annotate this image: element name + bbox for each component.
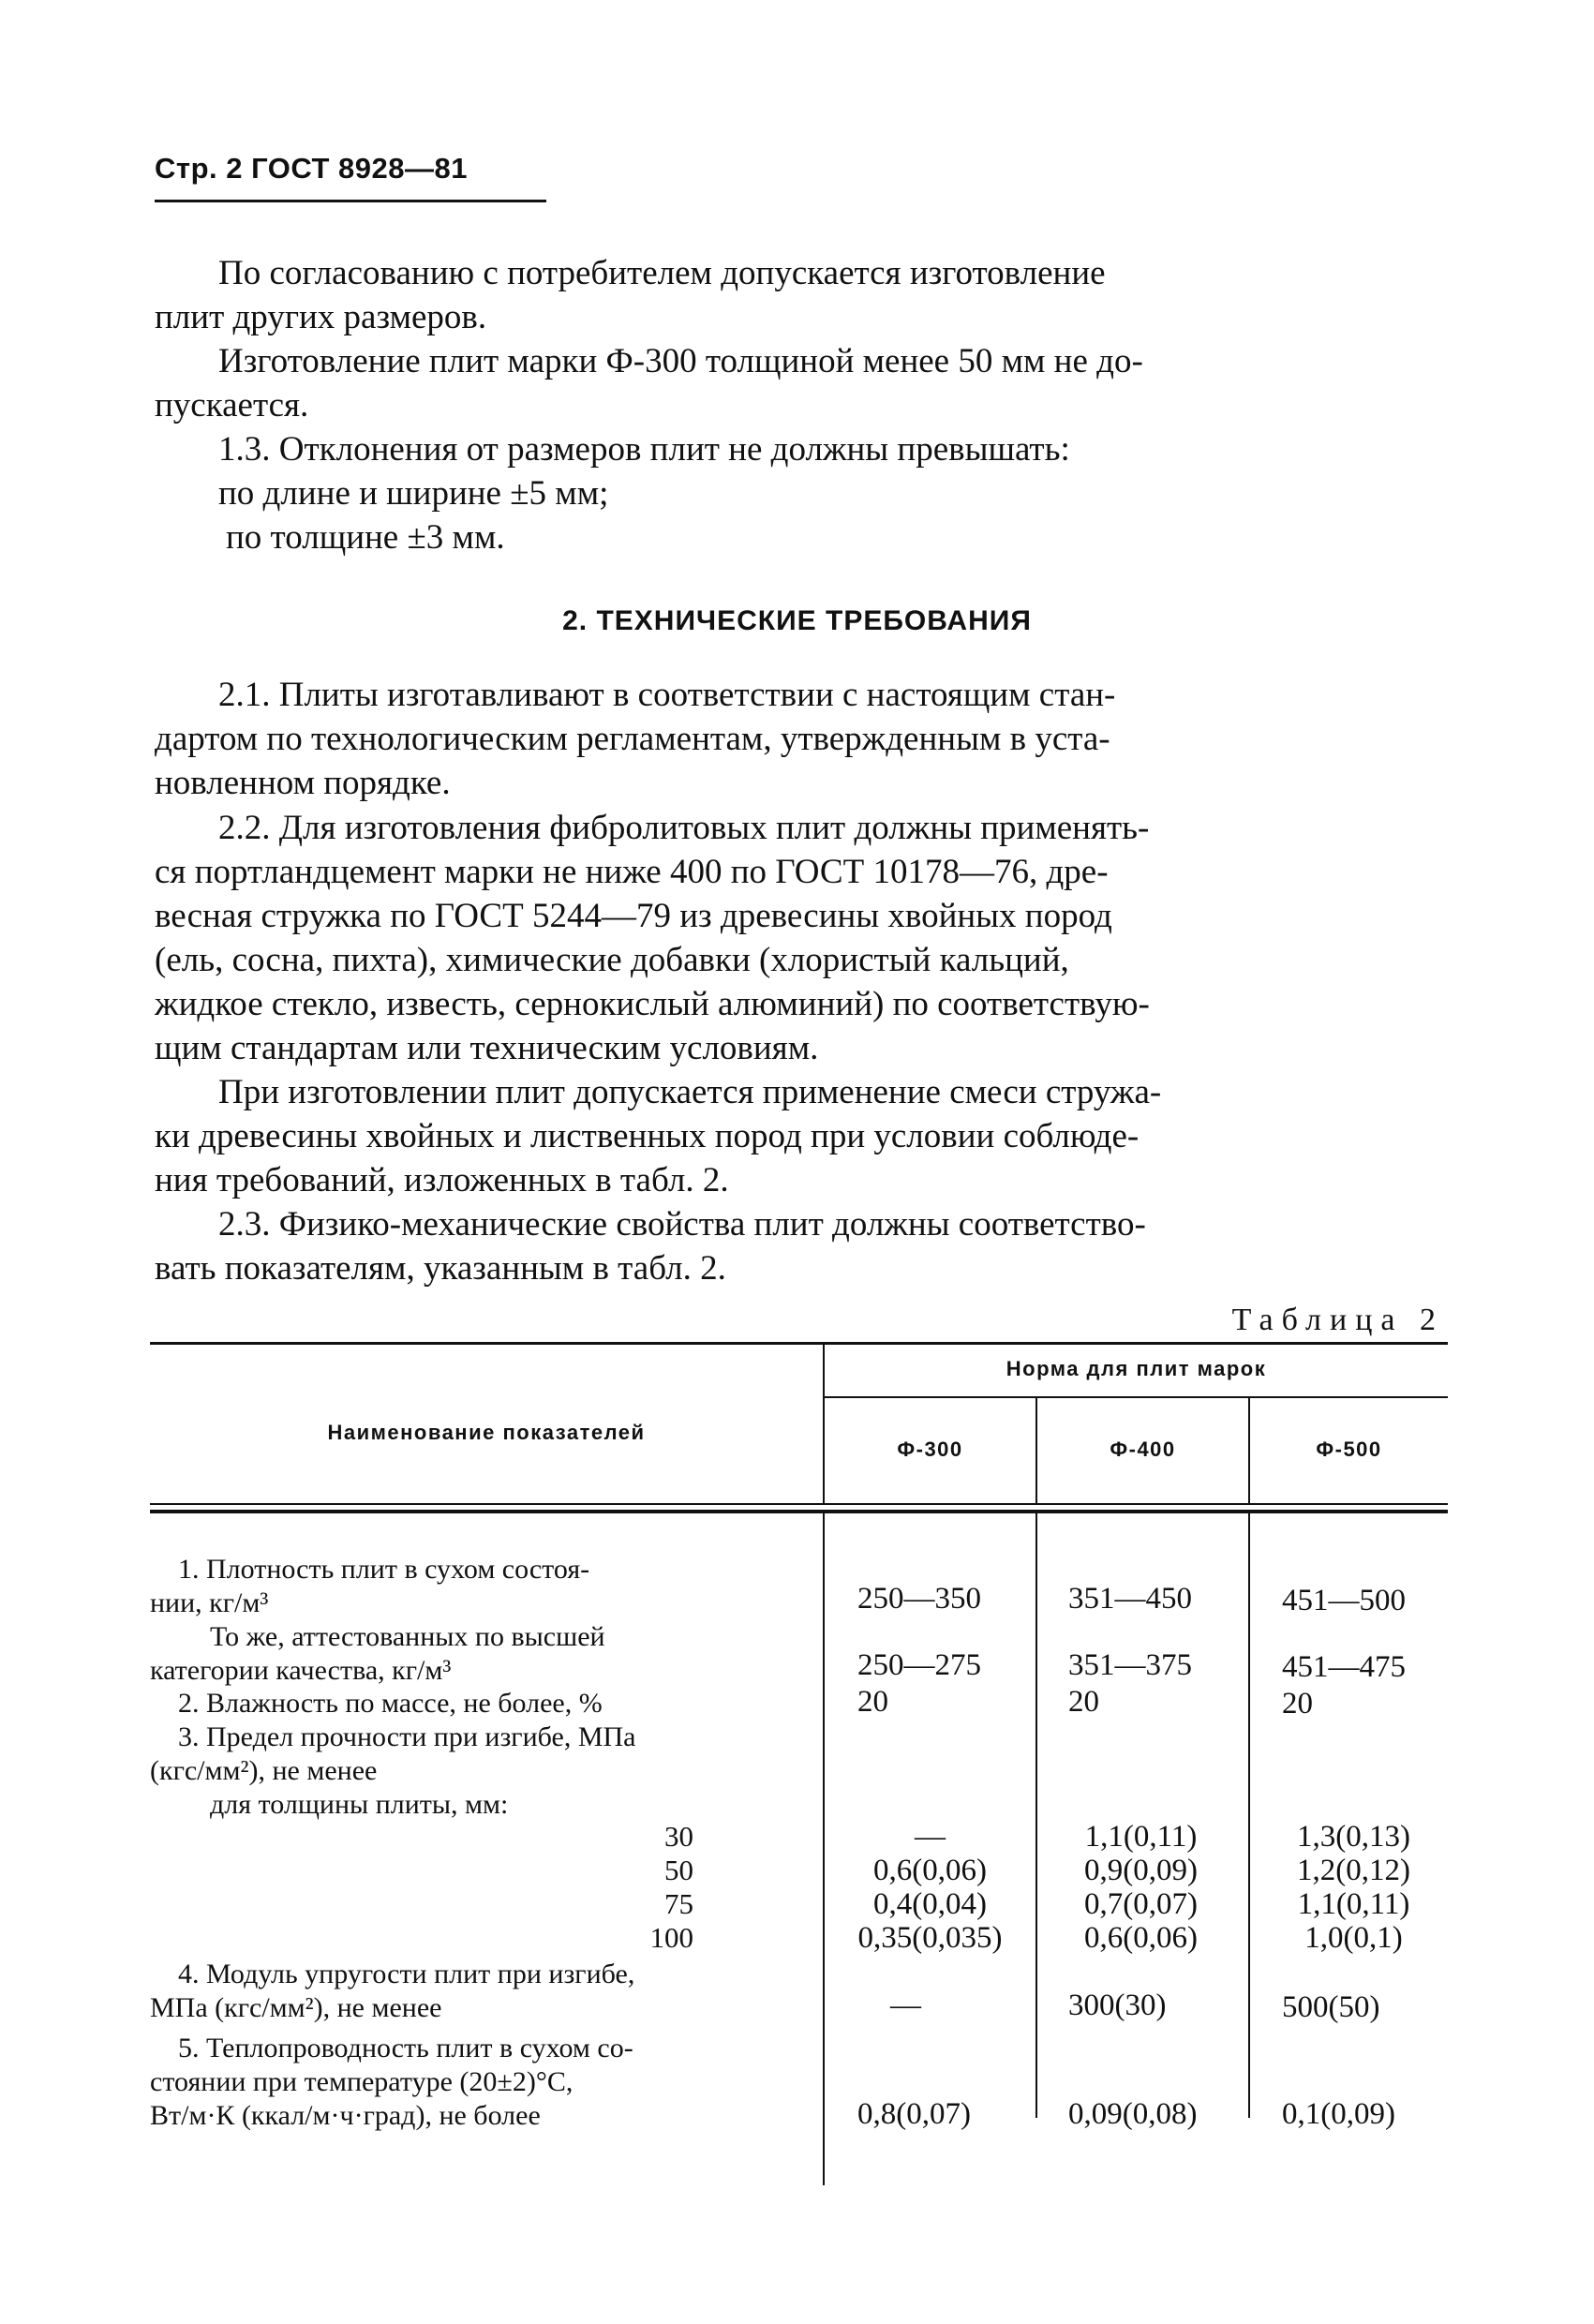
cell-r1-f300: 250—350 (857, 1582, 981, 1616)
column-header-f500: Ф-500 (1316, 1438, 1382, 1461)
text-line: ния требований, изложенных в табл. 2. (155, 1161, 729, 1199)
row-text: категории качества, кг/м³ (150, 1655, 452, 1686)
row-4-name (150, 1958, 792, 2025)
row-text: 3. Предел прочности при изгибе, МПа (178, 1721, 636, 1752)
column-header-f300: Ф-300 (897, 1438, 963, 1461)
text-line: (ель, сосна, пихта), химические добавки (хлористый кальций, (155, 941, 1069, 979)
cell-r4-f500: 500(50) (1282, 1990, 1380, 2024)
text-line: ки древесины хвойных и лиственных пород при условии соблюде- (155, 1117, 1140, 1155)
cell-r3-f400: 0,9(0,09) (1084, 1854, 1198, 1887)
cell-r2-f500: 20 (1282, 1687, 1313, 1721)
cell-r1-f500: 451—500 (1282, 1584, 1406, 1617)
cell-r4-f400: 300(30) (1068, 1989, 1167, 2022)
page-header: Стр. 2 ГОСТ 8928—81 (155, 152, 468, 185)
row-text: (кгс/мм²), не менее (150, 1755, 378, 1786)
table-caption: Таблица 2 (1231, 1303, 1444, 1337)
cell-r5-f500: 0,1(0,09) (1282, 2097, 1395, 2131)
header-rule (155, 200, 546, 202)
table-header-rule (150, 1503, 1448, 1505)
paragraph-2-2-continued (155, 1070, 1448, 1202)
thickness-label: 30 (664, 1820, 693, 1853)
paragraph-2-2 (155, 806, 1448, 1070)
thickness-label: 100 (649, 1921, 693, 1954)
row-text: Вт/м·К (ккал/м·ч·град), не более (150, 2100, 541, 2131)
cell-r1-f400: 351—450 (1068, 1582, 1192, 1616)
cell-r3-f500: 1,0(0,1) (1304, 1921, 1403, 1955)
text-line: весная стружка по ГОСТ 5244—79 из древесины хвойных пород (155, 897, 1112, 935)
text-line: Изготовление плит марки Ф-300 толщиной менее 50 мм не до- (218, 342, 1143, 380)
cell-r3-f400: 1,1(0,11) (1084, 1820, 1198, 1854)
text-line: При изготовлении плит допускается применение смеси стружа- (218, 1073, 1162, 1111)
text-line: жидкое стекло, известь, сернокислый алюминий) по соответствую- (155, 985, 1150, 1023)
table-header-rule-bold (150, 1510, 1448, 1513)
text-line: по длине и ширине ±5 мм; (218, 474, 609, 513)
text-line: По согласованию с потребителем допускается изготовление (218, 254, 1106, 292)
text-line: пускается. (155, 386, 309, 425)
cell-r2-f300: 20 (857, 1685, 888, 1719)
text-line: 2.1. Плиты изготавливают в соответствии с настоящим стан- (218, 676, 1116, 714)
cell-r3-f300: 0,4(0,04) (873, 1887, 987, 1921)
cell-r3-f500: 1,2(0,12) (1297, 1854, 1410, 1887)
row-3-name (150, 1721, 792, 1822)
row-5-name (150, 2032, 792, 2133)
row-text: 4. Модуль упругости плит при изгибе, (178, 1959, 635, 1989)
group-header-rule (823, 1396, 1448, 1398)
cell-r3-f300: — (915, 1820, 946, 1854)
row-2-name: 2. Влажность по массе, не более, % (178, 1688, 603, 1719)
text-line: плит других размеров. (155, 298, 487, 336)
row-text: 5. Теплопроводность плит в сухом со- (178, 2033, 633, 2063)
intro-paragraph-3 (155, 427, 1448, 559)
cell-r3-f300: 0,6(0,06) (873, 1854, 987, 1887)
row-1b-name (150, 1620, 792, 1688)
column-header-f400: Ф-400 (1110, 1438, 1176, 1461)
row-text: для толщины плиты, мм: (210, 1789, 509, 1820)
text-line: по толщине ±3 мм. (226, 518, 505, 557)
intro-paragraph-2 (155, 339, 1448, 427)
cell-r1b-f500: 451—475 (1282, 1650, 1406, 1684)
group-header: Норма для плит марок (1006, 1357, 1267, 1380)
row-text: стоянии при температуре (20±2)°С, (150, 2066, 574, 2097)
text-line: щим стандартам или техническим условиям. (155, 1029, 819, 1067)
row-1-name (150, 1553, 792, 1620)
cell-r2-f400: 20 (1068, 1685, 1099, 1719)
cell-r1b-f300: 250—275 (857, 1648, 981, 1682)
row-text: То же, аттестованных по высшей (210, 1621, 605, 1652)
text-line: вать показателям, указанным в табл. 2. (155, 1249, 726, 1288)
thickness-label: 50 (664, 1854, 693, 1886)
cell-r3-f500: 1,3(0,13) (1297, 1820, 1410, 1854)
row-text: нии, кг/м³ (150, 1587, 269, 1618)
table-vline (823, 1513, 825, 2185)
text-line: ся портландцемент марки не ниже 400 по ГОСТ 10178—76, дре- (155, 853, 1109, 891)
table-vline (1248, 1513, 1250, 2118)
intro-paragraph-1 (155, 251, 1448, 339)
row-text: МПа (кгс/мм²), не менее (150, 1992, 442, 2023)
column-header-name: Наименование показателей (327, 1421, 646, 1444)
section-title: 2. ТЕХНИЧЕСКИЕ ТРЕБОВАНИЯ (562, 605, 1032, 636)
cell-r3-f400: 0,6(0,06) (1084, 1921, 1198, 1955)
paragraph-2-3 (155, 1202, 1448, 1290)
paragraph-2-1 (155, 673, 1448, 805)
cell-r3-f300: 0,35(0,035) (857, 1921, 1003, 1955)
cell-r5-f300: 0,8(0,07) (857, 2097, 971, 2131)
text-line: 2.2. Для изготовления фибролитовых плит должны применять- (218, 809, 1150, 847)
table-vline (1035, 1513, 1037, 2118)
text-line: 2.3. Физико-механические свойства плит должны соответство- (218, 1205, 1146, 1244)
cell-r3-f400: 0,7(0,07) (1084, 1887, 1198, 1921)
cell-r5-f400: 0,09(0,08) (1068, 2097, 1198, 2131)
cell-r4-f300: — (890, 1989, 921, 2022)
cell-r3-f500: 1,1(0,11) (1297, 1887, 1410, 1921)
properties-table (150, 1342, 1448, 2185)
text-line: 1.3. Отклонения от размеров плит не должны превышать: (218, 430, 1070, 469)
row-text: 1. Плотность плит в сухом состоя- (178, 1554, 590, 1585)
table-top-rule (150, 1342, 1448, 1345)
text-line: дартом по технологическим регламентам, утвержденным в уста- (155, 720, 1110, 758)
text-line: новленном порядке. (155, 764, 451, 802)
cell-r1b-f400: 351—375 (1068, 1648, 1192, 1682)
thickness-label: 75 (664, 1887, 693, 1920)
